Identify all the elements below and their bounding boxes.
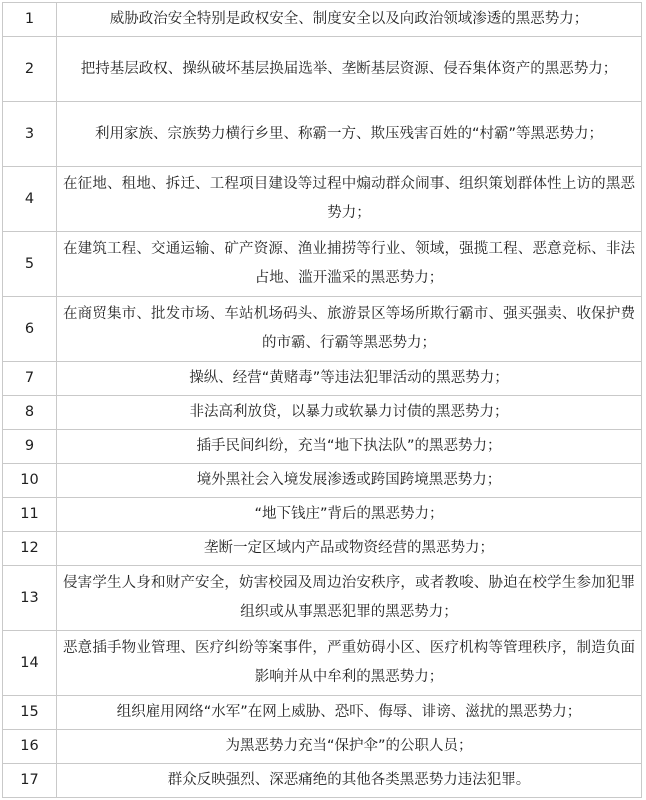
row-text: “地下钱庄”背后的黑恶势力； bbox=[57, 498, 642, 532]
category-table bbox=[2, 2, 642, 798]
row-text: 群众反映强烈、深恶痛绝的其他各类黑恶势力违法犯罪。 bbox=[57, 764, 642, 798]
table-row bbox=[3, 532, 642, 566]
table-row bbox=[3, 102, 642, 167]
row-text: 在征地、租地、拆迁、工程项目建设等过程中煽动群众闹事、组织策划群体性上访的黑恶势力； bbox=[57, 167, 642, 232]
row-text: 垄断一定区域内产品或物资经营的黑恶势力； bbox=[57, 532, 642, 566]
row-number: 2 bbox=[3, 37, 57, 102]
table-row bbox=[3, 498, 642, 532]
row-text: 在商贸集市、批发市场、车站机场码头、旅游景区等场所欺行霸市、强买强卖、收保护费的市霸、行霸等黑恶势力； bbox=[57, 297, 642, 362]
row-text: 恶意插手物业管理、医疗纠纷等案事件，严重妨碍小区、医疗机构等管理秩序，制造负面影响并从中牟利的黑恶势力； bbox=[57, 631, 642, 696]
row-text: 威胁政治安全特别是政权安全、制度安全以及向政治领域渗透的黑恶势力； bbox=[57, 3, 642, 37]
row-number: 12 bbox=[3, 532, 57, 566]
row-text: 组织雇用网络“水军”在网上威胁、恐吓、侮辱、诽谤、滋扰的黑恶势力； bbox=[57, 696, 642, 730]
table-row bbox=[3, 297, 642, 362]
row-number: 17 bbox=[3, 764, 57, 798]
row-number: 14 bbox=[3, 631, 57, 696]
row-text: 非法高利放贷，以暴力或软暴力讨债的黑恶势力； bbox=[57, 396, 642, 430]
table-row bbox=[3, 3, 642, 37]
row-number: 4 bbox=[3, 167, 57, 232]
row-number: 9 bbox=[3, 430, 57, 464]
row-text: 操纵、经营“黄赌毒”等违法犯罪活动的黑恶势力； bbox=[57, 362, 642, 396]
row-number: 1 bbox=[3, 3, 57, 37]
row-text: 为黑恶势力充当“保护伞”的公职人员； bbox=[57, 730, 642, 764]
row-text: 境外黑社会入境发展渗透或跨国跨境黑恶势力； bbox=[57, 464, 642, 498]
row-number: 7 bbox=[3, 362, 57, 396]
row-number: 8 bbox=[3, 396, 57, 430]
table-row bbox=[3, 696, 642, 730]
table-row bbox=[3, 566, 642, 631]
row-number: 13 bbox=[3, 566, 57, 631]
table-row bbox=[3, 396, 642, 430]
row-number: 15 bbox=[3, 696, 57, 730]
table-row bbox=[3, 37, 642, 102]
row-text: 侵害学生人身和财产安全，妨害校园及周边治安秩序，或者教唆、胁迫在校学生参加犯罪组织或从事黑恶犯罪的黑恶势力； bbox=[57, 566, 642, 631]
table-row bbox=[3, 362, 642, 396]
table-row bbox=[3, 764, 642, 798]
table-row bbox=[3, 430, 642, 464]
row-number: 3 bbox=[3, 102, 57, 167]
row-number: 11 bbox=[3, 498, 57, 532]
row-number: 10 bbox=[3, 464, 57, 498]
table-row bbox=[3, 232, 642, 297]
row-text: 在建筑工程、交通运输、矿产资源、渔业捕捞等行业、领域，强揽工程、恶意竞标、非法占地、滥开滥采的黑恶势力； bbox=[57, 232, 642, 297]
row-text: 插手民间纠纷，充当“地下执法队”的黑恶势力； bbox=[57, 430, 642, 464]
table-row bbox=[3, 464, 642, 498]
table-row bbox=[3, 167, 642, 232]
row-number: 16 bbox=[3, 730, 57, 764]
row-text: 利用家族、宗族势力横行乡里、称霸一方、欺压残害百姓的“村霸”等黑恶势力； bbox=[57, 102, 642, 167]
table-row bbox=[3, 730, 642, 764]
row-number: 6 bbox=[3, 297, 57, 362]
row-text: 把持基层政权、操纵破坏基层换届选举、垄断基层资源、侵吞集体资产的黑恶势力； bbox=[57, 37, 642, 102]
row-number: 5 bbox=[3, 232, 57, 297]
table-row bbox=[3, 631, 642, 696]
